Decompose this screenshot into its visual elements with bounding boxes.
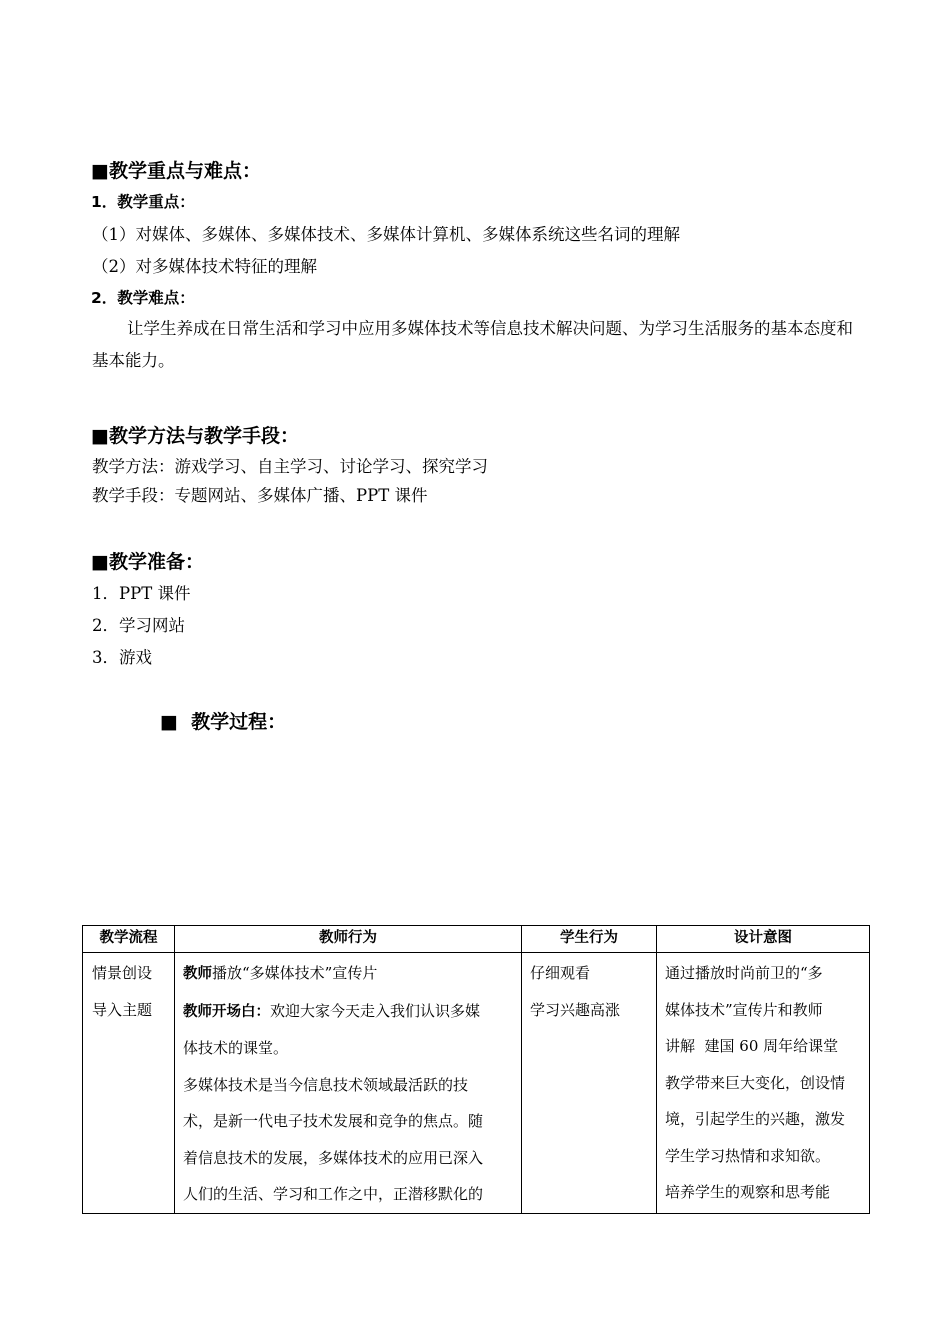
intent-line-2: 媒体技术”宣传片和教师: [665, 1000, 823, 1019]
focus-title: 1．教学重点：: [91, 193, 195, 211]
means-line: 教学手段：专题网站、多媒体广播、PPT 课件: [92, 486, 428, 505]
intent-line-1: 通过播放时尚前卫的“多: [665, 964, 823, 982]
flow-line-2: 导入主题: [92, 1000, 153, 1019]
flow-line-1: 情景创设: [92, 964, 153, 982]
method-line: 教学方法：游戏学习、自主学习、讨论学习、探究学习: [92, 457, 488, 476]
teacher-line-1: 教师播放“多媒体技术”宣传片: [183, 964, 378, 982]
flow-cell: [83, 953, 175, 1214]
intent-line-5: 境，引起学生的兴趣，激发: [665, 1110, 846, 1128]
teacher-line-5: 术，是新一代电子技术发展和竞争的焦点。随: [183, 1112, 484, 1130]
heading-process: ■ 教学过程：: [160, 711, 287, 733]
teacher-line-2: 教师开场白：欢迎大家今天走入我们认识多媒: [183, 1001, 481, 1020]
focus-item-1: （1）对媒体、多媒体、多媒体技术、多媒体计算机、多媒体系统这些名词的理解: [92, 225, 680, 244]
header-teacher: 教师行为: [175, 926, 522, 953]
student-line-1: 仔细观看: [530, 964, 591, 982]
teacher-line-4: 多媒体技术是当今信息技术领域最活跃的技: [183, 1075, 469, 1094]
header-flow: 教学流程: [83, 926, 175, 953]
teacher-line-3: 体技术的课堂。: [183, 1039, 289, 1057]
student-cell: [522, 953, 657, 1214]
heading-methods: ■教学方法与教学手段：: [91, 425, 299, 447]
difficulty-text: 让学生养成在日常生活和学习中应用多媒体技术等信息技术解决问题、为学习生活服务的基本态度和基本能力。: [92, 319, 853, 370]
teacher-line-6: 着信息技术的发展，多媒体技术的应用已深入: [183, 1148, 484, 1167]
intent-line-4: 教学带来巨大变化，创设情: [665, 1073, 846, 1092]
heading-preparation: ■教学准备：: [91, 551, 204, 573]
intent-line-3: 讲解 建国 60 周年给课堂: [665, 1037, 839, 1055]
focus-item-2: （2）对多媒体技术特征的理解: [92, 257, 317, 276]
teacher-cell: [175, 953, 522, 1214]
prep-item-1: 1．PPT 课件: [92, 584, 191, 603]
intent-cell: [657, 953, 870, 1214]
header-student: 学生行为: [522, 926, 657, 953]
header-intent: 设计意图: [657, 926, 870, 953]
heading-key-points: ■教学重点与难点：: [91, 160, 261, 182]
teacher-line-7: 人们的生活、学习和工作之中，正潜移默化的: [183, 1185, 484, 1203]
intent-line-7: 培养学生的观察和思考能: [665, 1183, 831, 1201]
table-header-row: [83, 926, 870, 953]
table-row: [83, 953, 870, 1214]
process-table: [82, 925, 870, 1214]
opening-label: 教师开场白：: [183, 1003, 270, 1020]
intent-line-6: 学生学习热情和求知欲。: [665, 1146, 831, 1165]
student-line-2: 学习兴趣高涨: [530, 1000, 621, 1019]
difficulty-title: 2．教学难点：: [91, 289, 195, 307]
prep-item-2: 2．学习网站: [92, 616, 185, 635]
prep-item-3: 3．游戏: [92, 648, 152, 667]
teacher-label: 教师: [183, 966, 212, 982]
